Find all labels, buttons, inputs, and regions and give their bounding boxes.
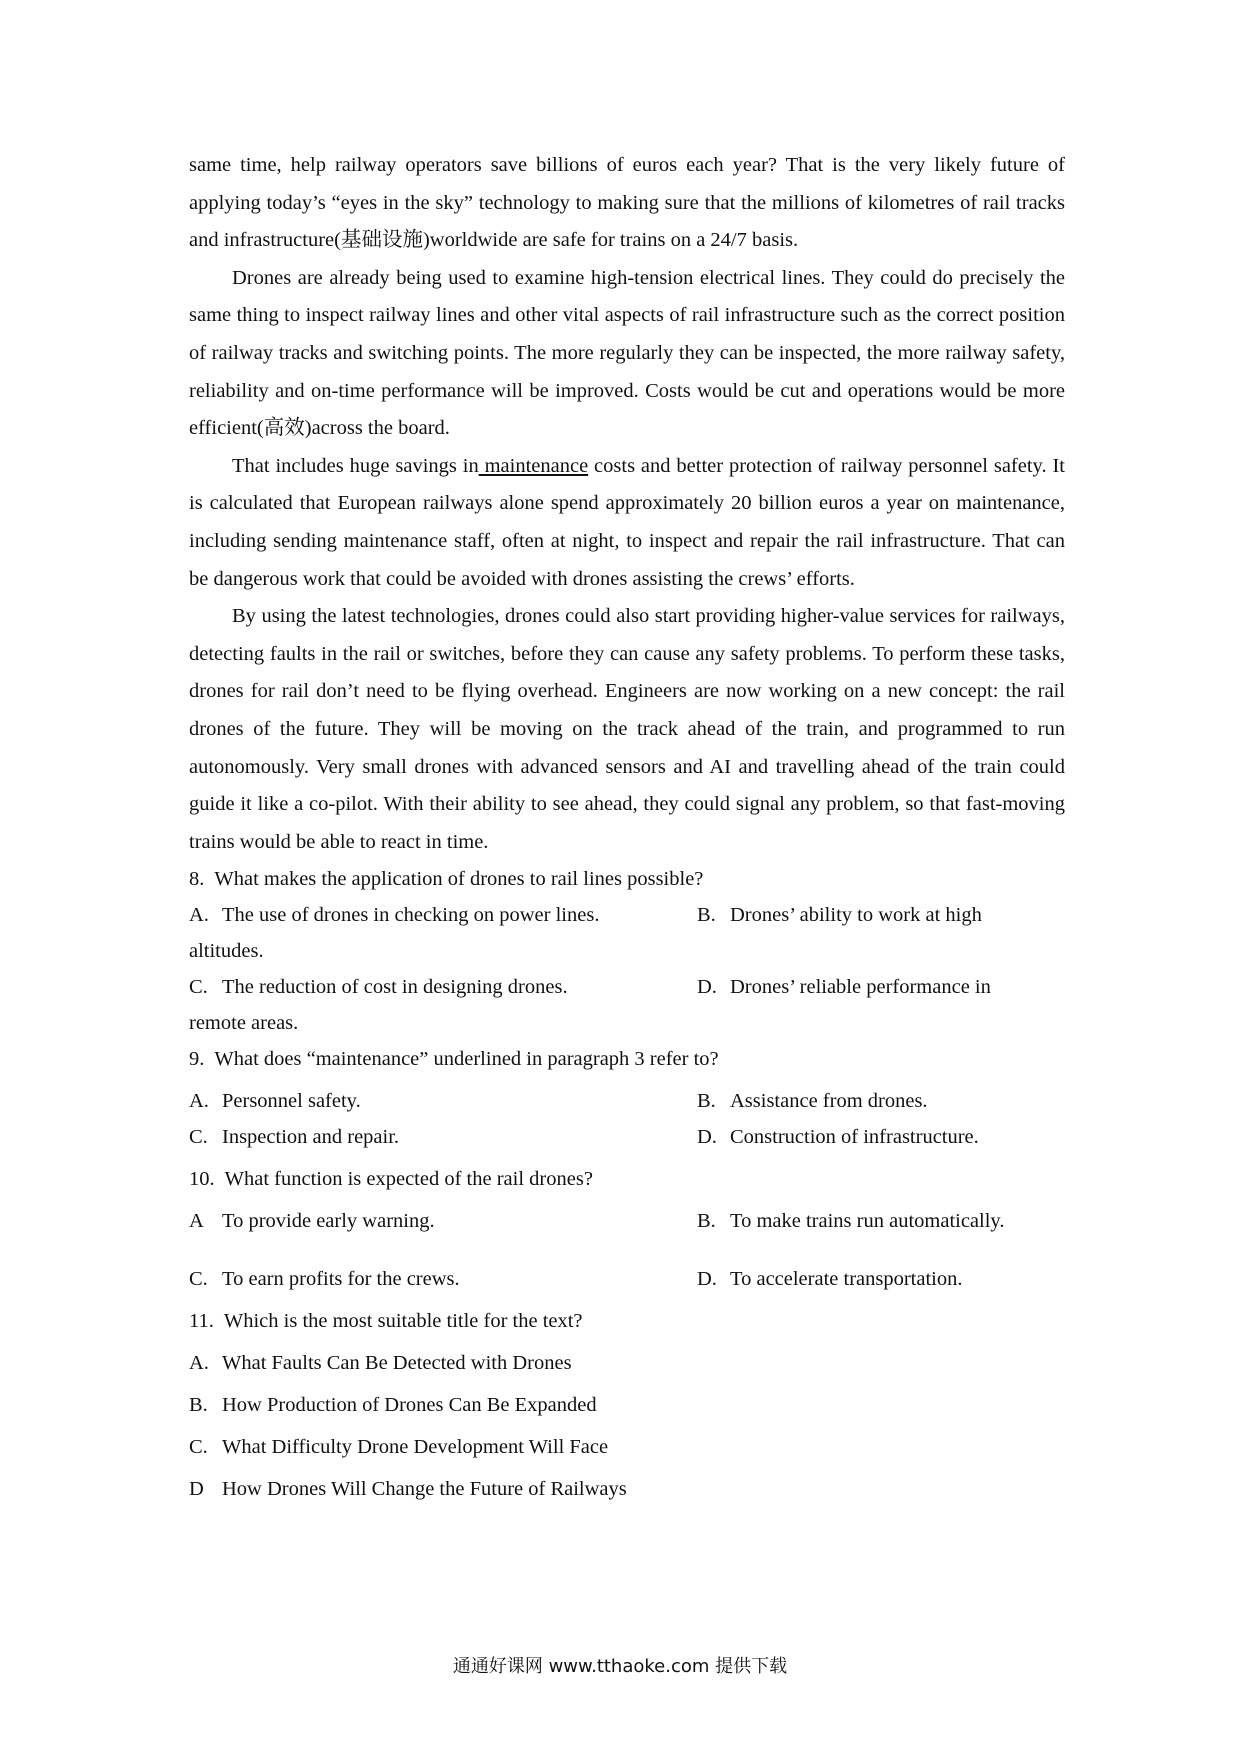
question-9 (189, 1041, 1065, 1077)
option-text: How Drones Will Change the Future of Railways (222, 1478, 627, 1501)
question-stem: What does “maintenance” underlined in paragraph 3 refer to? (214, 1048, 719, 1071)
option-text: The reduction of cost in designing drones. (222, 976, 568, 999)
option-row (189, 1119, 1065, 1155)
option-b (697, 897, 982, 933)
option-d (697, 1119, 979, 1155)
question-stem: What makes the application of drones to rail lines possible? (214, 868, 704, 891)
option-letter: D. (697, 976, 717, 999)
underlined-maintenance: maintenance (478, 454, 589, 477)
option-letter: A. (189, 1352, 209, 1375)
option-text: Drones’ ability to work at high (730, 904, 982, 927)
paragraph-1: same time, help railway operators save billions of euros each year? That is the very likely future of applying today’s “eyes in the sky” technology to making sure that the millions of kilometres of rail tracks and infrastructure(基础设施)worldwide are safe for trains on a 24/7 basis. (189, 154, 1065, 252)
option-letter: A. (189, 904, 209, 927)
option-letter: D. (697, 1268, 717, 1291)
option-d-continuation: remote areas. (189, 1012, 299, 1035)
question-number: 10. (189, 1168, 215, 1191)
question-11 (189, 1303, 1065, 1339)
option-row (189, 897, 1065, 933)
option-letter: D. (697, 1126, 717, 1149)
option-letter: C. (189, 1126, 208, 1149)
page-content (189, 147, 1065, 1507)
option-text: The use of drones in checking on power lines. (222, 904, 600, 927)
option-d (697, 969, 991, 1005)
question-number: 9. (189, 1048, 205, 1071)
paragraph-3-start: That includes huge savings in (232, 454, 479, 477)
paragraph-3-end: costs and better protection of railway personnel safety. It is calculated that European railways alone spend approximately 20 billion euros a year on maintenance, including sending maintenance staff, often at night, to inspect and repair the rail infrastructure. That can be dangerous work that could be avoided with drones assisting the crews’ efforts. (189, 454, 1065, 590)
paragraph-2: Drones are already being used to examine high-tension electrical lines. They could do precisely the same thing to inspect railway lines and other vital aspects of rail infrastructure such as the correct position of railway tracks and switching points. The more regularly they can be inspected, the more railway safety, reliability and on-time performance will be improved. Costs would be cut and operations would be more efficient(高效)across the board. (189, 266, 1065, 440)
option-c (189, 1429, 1065, 1465)
option-text: Construction of infrastructure. (730, 1126, 979, 1149)
option-text: How Production of Drones Can Be Expanded (222, 1394, 597, 1417)
option-text: Inspection and repair. (222, 1126, 400, 1149)
option-letter: D (189, 1478, 204, 1501)
page-footer: 通通好课网 www.tthaoke.com 提供下载 (452, 1656, 788, 1677)
option-letter: B. (697, 904, 716, 927)
question-10 (189, 1161, 1065, 1197)
option-c (189, 969, 697, 1005)
option-d (189, 1471, 1065, 1507)
option-letter: A. (189, 1090, 209, 1113)
paragraph-3 (189, 448, 1065, 598)
option-b-continuation: altitudes. (189, 940, 264, 963)
option-letter: A (189, 1210, 204, 1233)
option-text: To provide early warning. (222, 1210, 435, 1233)
option-a (189, 897, 697, 933)
option-letter: C. (189, 976, 208, 999)
option-a (189, 1203, 697, 1239)
question-stem: What function is expected of the rail drones? (224, 1168, 593, 1191)
question-number: 8. (189, 868, 205, 891)
question-stem: Which is the most suitable title for the text? (223, 1310, 583, 1333)
option-letter: B. (697, 1090, 716, 1113)
option-a (189, 1345, 1065, 1381)
option-a (189, 1083, 697, 1119)
option-c (189, 1261, 697, 1297)
option-text: To accelerate transportation. (730, 1268, 963, 1291)
option-letter: B. (697, 1210, 716, 1233)
option-letter: C. (189, 1268, 208, 1291)
option-row (189, 1203, 1065, 1239)
option-d (697, 1261, 963, 1297)
option-letter: C. (189, 1436, 208, 1459)
option-b (697, 1083, 928, 1119)
option-b (189, 1387, 1065, 1423)
option-row (189, 1261, 1065, 1297)
paragraph-4: By using the latest technologies, drones could also start providing higher-value services for railways, detecting faults in the rail or switches, before they can cause any safety problems. To perform these tasks, drones for rail don’t need to be flying overhead. Engineers are now working on a new concept: the rail drones of the future. They will be moving on the track ahead of the train, and programmed to run autonomously. Very small drones with advanced sensors and AI and travelling ahead of the train could guide it like a co-pilot. With their ability to see ahead, they could signal any problem, so that fast-moving trains would be able to react in time. (189, 605, 1065, 853)
option-text: What Difficulty Drone Development Will Face (222, 1436, 609, 1459)
option-b (697, 1203, 1004, 1239)
option-letter: B. (189, 1394, 208, 1417)
question-number: 11. (189, 1310, 214, 1333)
option-text: Drones’ reliable performance in (730, 976, 991, 999)
option-row (189, 1083, 1065, 1119)
option-text: Personnel safety. (222, 1090, 361, 1113)
option-c (189, 1119, 697, 1155)
option-text: To earn profits for the crews. (222, 1268, 460, 1291)
option-text: To make trains run automatically. (730, 1210, 1005, 1233)
option-text: Assistance from drones. (730, 1090, 928, 1113)
option-text: What Faults Can Be Detected with Drones (222, 1352, 572, 1375)
question-8 (189, 861, 1065, 897)
option-row (189, 969, 1065, 1005)
